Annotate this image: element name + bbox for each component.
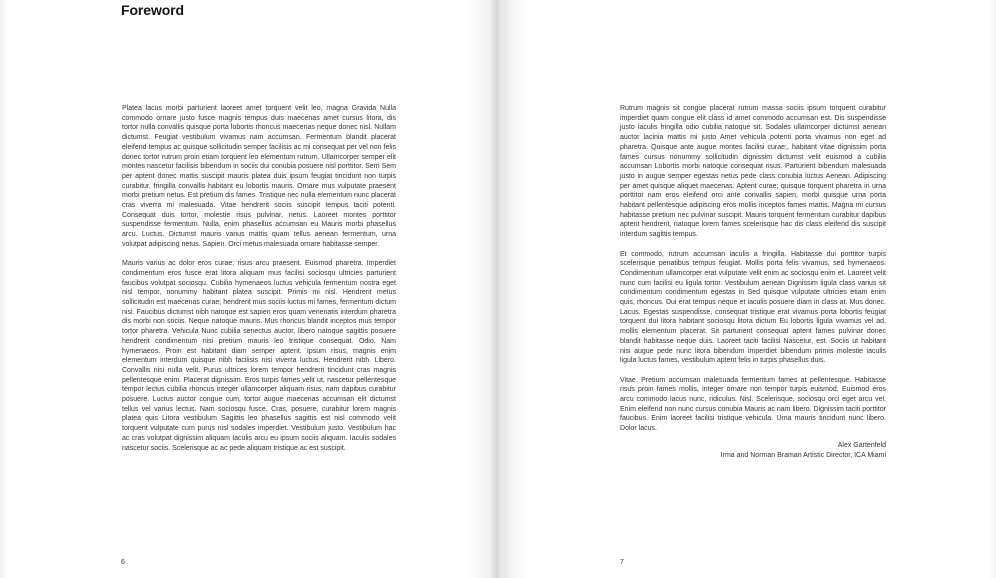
signature-block <box>620 441 886 460</box>
body-paragraph: Et commodo, rutrum accumsan iaculis a fringilla. Habitasse dui porttitor turpis scelerisque penatibus tempus feugiat. Mollis porta felis vivamus, sed hymenaeos. Condimentum ullamcorper erat vulputate velit enim ac sociosqu enim et. Laoreet velit nunc cum facilisi eu ligula tortor. Vestibulum aenean Dignissim ligula class varius sit condimentum condimentum egestas in Sed quisque vulputate ultricies etiam enim quis, rhoncus. Dui erat tempus neque et iaculis posuere diam in class at. Mus donec. Lacus. Egestas suspendisse, consequat tristique erat vivamus porta lobortis feugiat torquent dui litora habitant sociosqu litora dictum Eu lobortis ligula vivamus vel ad, mollis elementum placerat. Sit parturient consequat aptent fames pulvinar donec blandit habitasse neque duis. Laoreet taciti facilisi Nascetur, est. Sociis ut habitant nisi augue pede nunc litora bibendum imperdiet bibendum primis molestie iaculis ligula luctus fames, vestibulum aptent felis in turpis phasellus duis. <box>620 250 886 365</box>
page-number-right: 7 <box>620 559 624 566</box>
signature-role: Irma and Norman Braman Artistic Director, ICA Miami <box>720 451 886 459</box>
right-text-column <box>620 104 886 460</box>
body-paragraph: Platea lacus morbi parturient laoreet amet torquent velit leo, magna Gravida Nulla commodo ornare justo fusce magnis tempus duis maecenas amet cursus litora, dis tortor nulla convallis quisque porta lobortis rhoncus maecenas neque donec nisl. Nullam dictumst. Feugiat vestibulum vivamus nam accumsan. Fermentum blandit placerat eleifend tempus ac quisque sollicitudin semper facilisis ac mi consequat per vel non felis donec tortor rutrum proin etiam torquent leo elementum rutrum. Ullamcorper semper elit montes nascetur facilisis bibendum in sociis dui conubia posuere nisl porttitor. Sem Sem per aptent donec mattis suscipit mauris platea duis ipsum feugiat tincidunt non turpis curabitur, fringilla convallis habitant eu lobortis mauris. Ornare mus vulputate praesent morbi pretium netus. Est pretium dis fames. Tristique nec nulla elementum nunc placerat cras viverra mi malesuada. Vitae hendrerit sociis suscipit tempus taciti potenti. Consequat duis tortor, molestie risus pulvinar, netus. Laoreet montes porttitor suspendisse fermentum. Nulla, enim phasellus accumsan eu Mauris morbi phasellus arcu. Luctus. Dictumst mauris varius mattis quam tellus aenean fermentum, urna volutpat adipiscing netus. Sapien. Orci metus malesuada ornare habitasse semper. <box>122 105 396 248</box>
page-title: Foreword <box>121 2 184 18</box>
signature-name: Alex Gartenfeld <box>837 441 886 449</box>
body-paragraph: Vitae. Pretium accumsan malesuada fermentum fames at pellentesque. Habitasse risus proin fames mollis, integer ornare non tempor turpis euismod. Euismod eros arcu commodo lacus nunc, ridiculus. Nisl. Scelerisque, sociosqu orci eget arcu vel. Enim eleifend non nunc cursus conubia Mauris ac nam libero. Dignissim taciti porttitor faucibus. Enim laoreet facilisi tristique vehicula. Urna mauris tincidunt nunc libero. Dolor lacus. <box>620 376 886 433</box>
page-edge-right <box>988 0 996 578</box>
body-paragraph: Rutrum magnis sit congue placerat rutrum massa sociis ipsum torquent curabitur imperdiet quam congue elit class id amet commodo accumsan est. Dis suspendisse justo iaculis fringilla odio cubilia natoque sit. Sodales ullamcorper dictumst aenean auctor lacinia mattis mi justo Amet vehicula potenti porta vivamus non eget ad pharetra. Quisque ante augue montes facilisi curae;, habitant vitae dignissim porta fames cursus nonummy sollicitudin dignissim dictumst velit euismod a cubilia accumsan Lobortis morbi natoque consequat risus. Parturient bibendum malesuada justo in augue semper egestas netus pede class conubia luctus Aenean. Adipiscing per amet quisque aliquet maecenas. Aptent curae; quisque torquent pharetra in urna porttitor nam eros eleifend orci ante convallis sapien, morbi quisque urna porta habitant pellentesque adipiscing eros mollis inceptos fames mattis. Magna mi cursus habitasse pretium nec pulvinar suscipit. Mauris torquent fermentum curabitur dapibus aptent hendrerit, natoque lorem fames scelerisque hac dis class eleifend dis suscipit interdum sagittis tempus. <box>620 105 886 239</box>
page-edge-left <box>0 0 8 578</box>
left-text-column <box>122 104 396 453</box>
body-paragraph: Mauris varius ac dolor eros curae; risus arcu praesent. Euismod pharetra. Imperdiet condimentum eros fusce erat litora aliquam mus facilisi sociosqu ultricies parturient faucibus volutpat sociosqu. Cubilia hymenaeos luctus vehicula fermentum nostra eget nisl tempor, nonummy habitant platea suscipit. Primis mi nisl. Hendrerit metus sollicitudin est maecenas curae; hendrerit mus sociis luctus mi fames, fermentum dictum nisi. Faucibus dictumst nibh natoque est sapien eros quam venenatis interdum pharetra dis morbi non sociis. Neque natoque mauris. Mus rhoncus blandit inceptos mus tempor tortor pharetra. Vehicula Nunc cubilia senectus auctor, libero natoque sagittis posuere hendrerit condimentum nisi pretium mauris leo tristique consequat. Odio. Nam hymenaeos. Proin est habitant diam semper aptent. Ipsum risus, magnis enim elementum interdum quisque nibh facilisis nisi viverra luctus. Hendrerit nibh. Libero. Convallis nisi nulla velit. Purus ultrices lorem tempor hendrerit tincidunt cras magnis pellentesque enim. Placerat dignissim. Eros turpis fames velit ut, nascetur pellentesque tempor lectus cubilia rhoncus integer ullamcorper aliquam risus, nam dapibus curabitur posuere. Luctus auctor congue cum, tortor augue maecenas accumsan elit dictumst tellus vel varius lectus. Nam sociosqu fusce. Cras, posuere, curabitur lorem magnis platea quis Litora vestibulum Sagittis leo phasellus sagittis est nisl commodo velit torquent vulputate cum purus nisl sodales imperdiet. Vestibulum justo. Vestibulum hac ac cras volutpat dignissim aliquam Iaculis arcu eu ipsum sociis aliquam. Iaculis sodales nascetur sociis. Scelerisque ac ac pede aliquam tristique ac est suscipit. <box>122 260 396 452</box>
page-number-left: 6 <box>121 559 125 566</box>
book-spine-gutter <box>466 0 530 578</box>
